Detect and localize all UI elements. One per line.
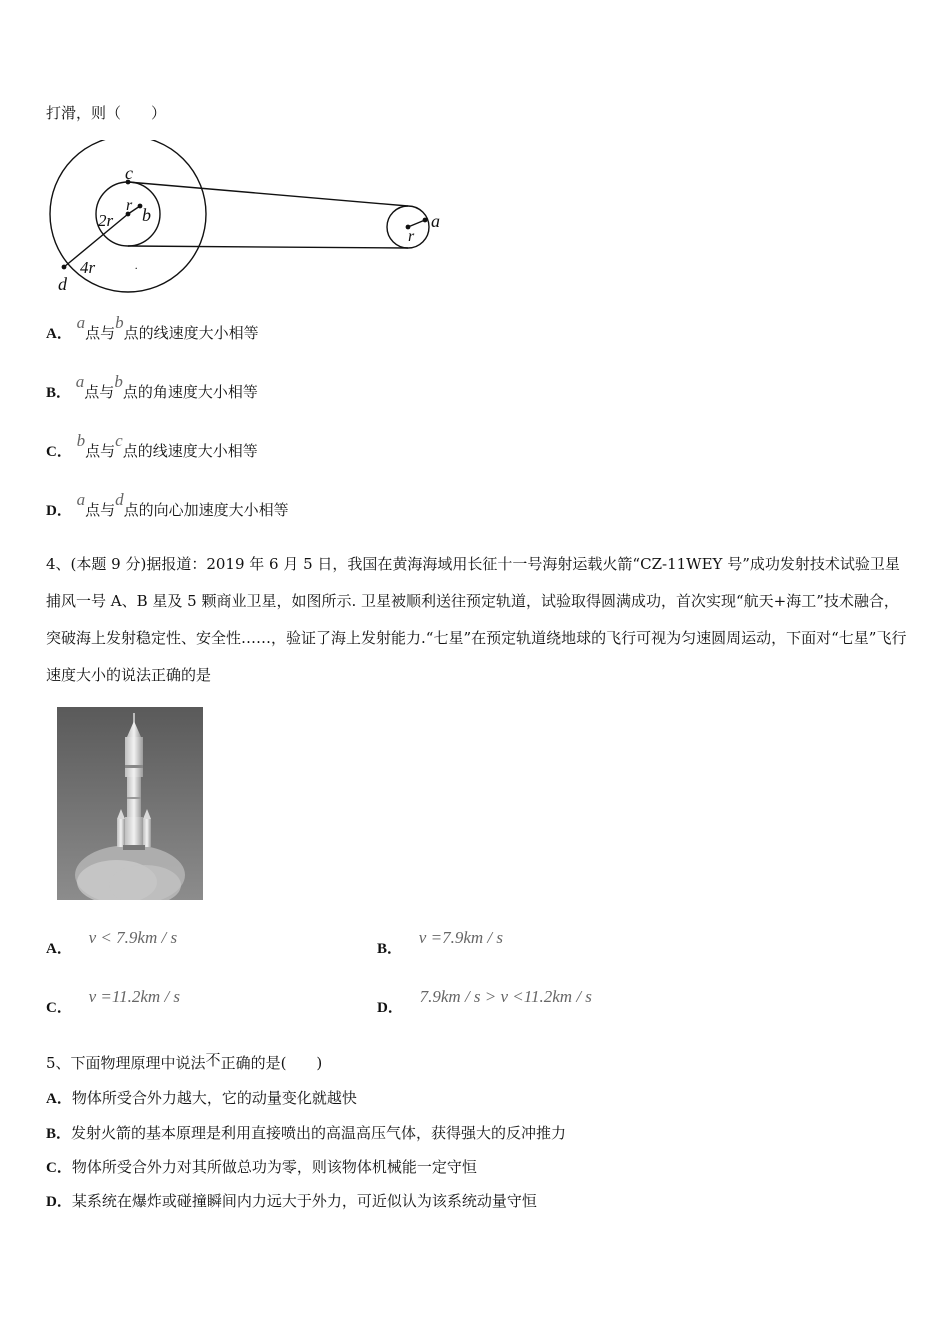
q4-option-d xyxy=(377,987,592,1017)
option-label: B． xyxy=(46,385,72,401)
q5-stem-post: 正确的是( ) xyxy=(220,1054,323,1072)
option-label: D． xyxy=(46,1194,72,1210)
q4-option-b xyxy=(377,928,503,958)
q5-stem xyxy=(46,1052,322,1073)
q5-option-a xyxy=(46,1087,357,1108)
label-4r: 4r xyxy=(80,258,96,277)
point-d: d xyxy=(115,490,124,509)
radius-d xyxy=(64,214,128,267)
label-2r: 2r xyxy=(98,211,114,230)
label-b: b xyxy=(142,205,151,225)
formula-c: v =11.2km / s xyxy=(88,987,181,1006)
option-text: 点的线速度大小相等 xyxy=(122,442,258,460)
q5-stem-pre: 5、下面物理原理中说法 xyxy=(46,1054,206,1072)
q3-option-c xyxy=(46,431,258,461)
option-connector: 点与 xyxy=(85,442,116,460)
pulley-figure xyxy=(40,140,460,300)
option-label: D． xyxy=(377,1000,403,1016)
q4-option-a xyxy=(46,928,178,958)
point-b: b xyxy=(115,313,124,332)
point-a: a xyxy=(75,372,85,391)
option-text: 发射火箭的基本原理是利用直接喷出的高温高压气体，获得强大的反冲推力 xyxy=(71,1124,567,1142)
formula-d: 7.9km / s > v <11.2km / s xyxy=(419,987,592,1006)
q3-option-d xyxy=(46,490,289,520)
option-label: A． xyxy=(46,941,72,957)
point-b: b xyxy=(76,431,86,450)
option-label: D． xyxy=(46,503,72,519)
formula-a: v < 7.9km / s xyxy=(88,928,178,947)
option-connector: 点与 xyxy=(85,324,116,342)
option-text: 物体所受合外力越大，它的动量变化就越快 xyxy=(71,1089,357,1107)
option-text: 点的角速度大小相等 xyxy=(122,383,258,401)
option-label: C． xyxy=(46,444,72,460)
option-text: 点的向心加速度大小相等 xyxy=(123,501,289,519)
radius-a xyxy=(408,220,425,227)
point-c: c xyxy=(115,431,123,450)
q5-option-c xyxy=(46,1156,477,1177)
q3-option-a xyxy=(46,313,259,343)
option-connector: 点与 xyxy=(84,383,115,401)
option-label: C． xyxy=(46,1160,72,1176)
q3-option-b xyxy=(46,372,258,402)
option-label: B． xyxy=(46,1126,72,1142)
point-a: a xyxy=(76,313,86,332)
option-text: 点的线速度大小相等 xyxy=(123,324,259,342)
option-text: 物体所受合外力对其所做总功为零，则该物体机械能一定守恒 xyxy=(71,1158,477,1176)
q5-option-d xyxy=(46,1190,537,1211)
point-a: a xyxy=(76,490,86,509)
option-label: C． xyxy=(46,1000,72,1016)
q5-stem-emph: 不 xyxy=(205,1051,221,1069)
label-r-a: r xyxy=(408,228,415,245)
label-r-small: r xyxy=(126,197,133,214)
option-connector: 点与 xyxy=(85,501,116,519)
q3-stem-tail: 打滑，则（ ） xyxy=(46,104,167,122)
label-c: c xyxy=(125,163,133,183)
point-b: b xyxy=(114,372,123,391)
q4-option-c xyxy=(46,987,181,1017)
label-dot: . xyxy=(135,258,138,272)
q5-option-b xyxy=(46,1122,566,1143)
option-label: A． xyxy=(46,1091,72,1107)
label-d: d xyxy=(58,274,67,294)
belt-top xyxy=(128,182,408,206)
option-label: B． xyxy=(377,941,403,957)
q4-text: 4、(本题 9 分)据报道：2019 年 6 月 5 日，我国在黄海海域用长征十一号海射运载火箭“CZ-11WEY 号”成功发射技术试验卫星捕风一号 A、B 星及 5 颗商业卫星，如图所示. 卫星被顺利送往预定轨道，试验取得圆满成功，首次实现“航天+海工”技术融合，突破海上发射稳定性、安全性……，验证了海上发射能力.“七星”在预定轨道绕地球的飞行可视为匀速圆周运动，下面对“七星”飞行速度大小的说法正确的是 xyxy=(46,555,907,684)
rocket-image xyxy=(57,707,203,900)
option-label: A． xyxy=(46,326,72,342)
label-a: a xyxy=(431,211,440,231)
option-text: 某系统在爆炸或碰撞瞬间内力远大于外力，可近似认为该系统动量守恒 xyxy=(71,1192,537,1210)
formula-b: v =7.9km / s xyxy=(418,928,503,947)
belt-bottom xyxy=(128,246,408,248)
